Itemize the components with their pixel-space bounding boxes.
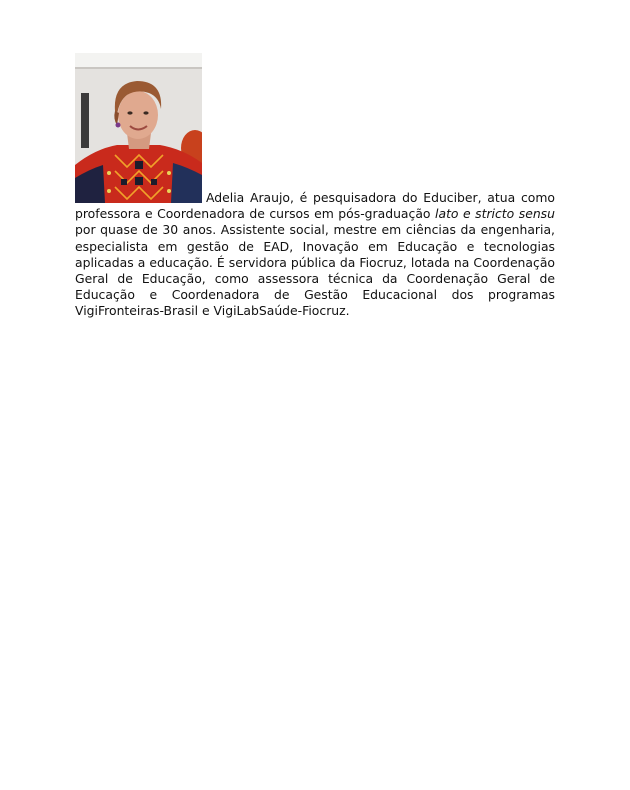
portrait-image bbox=[75, 53, 202, 203]
author-photo bbox=[75, 53, 202, 203]
bio-text-part2: por quase de 30 anos. Assistente social, mestre em ciências da engenharia, especialista em gestão de EAD, Inovação em Educação e tecnologias aplicadas a educação. É servidora pública da Fiocruz, lotada na Coordenação Geral de Educação, como assessora técnica da Coordenação Geral de Educação e Coordenadora de Gestão Educacional dos programas VigiFronteiras-Brasil e VigiLabSaúde-Fiocruz. bbox=[75, 222, 555, 319]
author-bio-paragraph bbox=[75, 190, 555, 320]
bio-text-part1: Adelia Araujo, é pesquisadora do Educiber, atua como professora e Coordenadora de cursos em pós-graduação bbox=[75, 190, 555, 222]
bio-italic-terms: lato e stricto sensu bbox=[435, 206, 555, 222]
